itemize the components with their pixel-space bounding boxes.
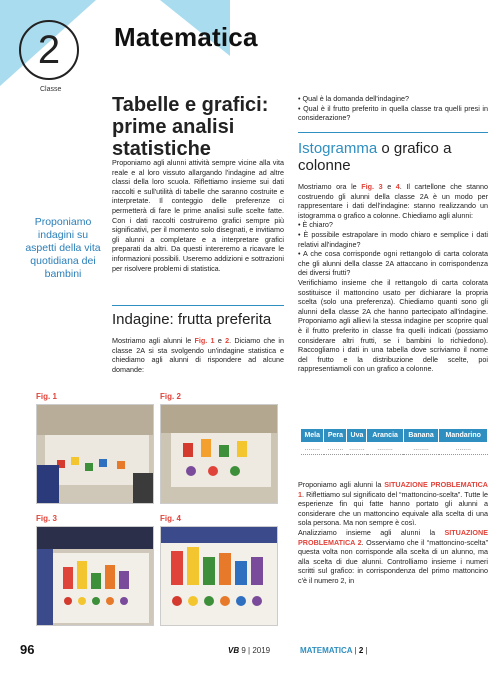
photo-fig-1 bbox=[36, 404, 154, 504]
table-header-mandarino: Mandarino bbox=[439, 429, 488, 443]
classroom-photo-1 bbox=[37, 405, 154, 504]
table-cell: ........ bbox=[301, 443, 324, 455]
istogramma-paragraph-2: Verifichiamo insieme che il rettangolo di carta colorata sostituisce il mattoncino usato per dichiarare la propria scelta (solo una preferenza). Chiediamo quanti sono gli alunni della classe 2A che hanno partecipato all'indagine. Proponiamo agli allievi la stessa indagine per scoprire qual è il frutto preferito in classe fra quelli indicati (possiamo considerare altri frutti, se i bambini lo richiedono). Raccogliamo i dati in una tabella dove scriviamo il nome del frutto e la distribuzione delle scelte, poi rappresentiamoli con un grafico a colonne. bbox=[298, 277, 488, 374]
table-header-arancia: Arancia bbox=[367, 429, 403, 443]
table-cell: ........ bbox=[403, 443, 439, 455]
section-divider bbox=[112, 305, 284, 306]
class-label: Classe bbox=[40, 86, 62, 93]
table-header-pera: Pera bbox=[324, 429, 347, 443]
section-title-istogramma: Istogramma o grafico a colonne bbox=[298, 140, 452, 174]
classroom-photo-3 bbox=[37, 527, 154, 626]
table-cell: ........ bbox=[324, 443, 347, 455]
footer-section: MATEMATICA | 2 | bbox=[300, 646, 368, 655]
photo-fig-4 bbox=[160, 526, 278, 626]
question-item: • Qual è il frutto preferito in quella classe tra quelli presi in considerazione? bbox=[298, 103, 488, 123]
questions-list bbox=[298, 94, 488, 123]
issue-info bbox=[228, 646, 270, 655]
table-header-mela: Mela bbox=[301, 429, 324, 443]
table-cell: ........ bbox=[347, 443, 367, 455]
photo-fig-3 bbox=[36, 526, 154, 626]
fig-label-2: Fig. 2 bbox=[160, 392, 181, 401]
fig-ref-1[interactable]: Fig. 1 bbox=[194, 336, 215, 345]
side-quote: Proponiamo indagini su aspetti della vita quotidiana dei bambini bbox=[25, 216, 101, 280]
table-cell: ........ bbox=[439, 443, 488, 455]
fig-ref-3[interactable]: Fig. 3 bbox=[361, 182, 383, 191]
situazione-2-link[interactable]: SITUAZIONE PROBLEMATICA 2 bbox=[298, 527, 488, 547]
fig-label-1: Fig. 1 bbox=[36, 392, 57, 401]
istogramma-paragraph: Mostriamo ora le Fig. 3 e 4. Il cartellone che stanno costruendo gli alunni della classe 2A è un modo per rappresentare i dati dell'indagine: stanno realizzando un istogramma o grafico a colonne. Chiediamo agli alunni: • È chiaro? • È possibile estrapolare in modo chiaro e semplice i dati relativi all'indagine? • A che cosa corrisponde ogni rettangolo di carta colorata che gli alunni della classe 2A attaccano in corrispondenza dei diversi frutti? Verifichiamo insieme che il rettangolo di carta colorata sostituisce il mattoncino usato per dichiarare la propria scelta (solo una preferenza). Chiediamo quanti sono gli alunni della classe 2A che hanno partecipato all'indagine. Proponiamo agli allievi la stessa indagine per scoprire qual è il frutto preferito in classe fra quelli indicati (possiamo considerare altri frutti, se i bambini lo richiedono). Raccogliamo i dati in una tabella dove scriviamo il nome del frutto e la distribuzione delle scelte, poi rappresentiamoli con un grafico a colonne. bbox=[298, 182, 488, 374]
table-cell: ........ bbox=[367, 443, 403, 455]
page-title: Matematica bbox=[114, 22, 258, 52]
bullet-item: • È chiaro? bbox=[298, 220, 333, 230]
classroom-photo-2 bbox=[161, 405, 278, 504]
class-number-badge bbox=[19, 20, 79, 80]
situazione-1-link[interactable]: SITUAZIONE PROBLEMATICA 1 bbox=[298, 480, 488, 499]
section-divider bbox=[298, 132, 488, 133]
magazine-logo: VB bbox=[228, 646, 240, 655]
table-header-banana: Banana bbox=[403, 429, 439, 443]
fig-label-4: Fig. 4 bbox=[160, 514, 181, 523]
section-title-indagine: Indagine: frutta preferita bbox=[112, 311, 272, 328]
intro-paragraph: Proponiamo agli alunni attività sempre vicine alla vita reale e al loro vissuto allargando l'indagine ad altre classi della loro scuola. Riflettiamo insieme sui dati raccolti e sull'utilità di tabelle che saranno costruite e interpretate. Il conteggio delle preferenze ci permetterà di fare le prime analisi sulle scelte fatte. Con i dati raccolti costruiremo grafici sempre più significativi, per il momento solo disegnati, e invitiamo gli alunni a completare e a interpretare grafici preparati da altri. Da questi intereremo a ricavare le informazioni possibili. Useremo addizioni e sottrazioni per risolvere problemi di statistica. bbox=[112, 158, 284, 273]
fig-ref-4[interactable]: 4 bbox=[395, 182, 400, 191]
question-item: • Qual è la domanda dell'indagine? bbox=[298, 94, 409, 103]
bullet-item: • È possibile estrapolare in modo chiaro e semplice i dati relativi all'indagine? bbox=[298, 229, 488, 249]
section-title-tabelle: Tabelle e grafici: prime analisi statistiche bbox=[112, 94, 269, 160]
fig-ref-2[interactable]: 2 bbox=[225, 336, 230, 345]
classroom-photo-4 bbox=[161, 527, 278, 626]
class-number: 2 bbox=[37, 27, 61, 72]
issue-date: 9 | 2019 bbox=[241, 646, 271, 655]
fruit-table bbox=[300, 428, 488, 455]
table-header-uva: Uva bbox=[347, 429, 367, 443]
fig-label-3: Fig. 3 bbox=[36, 514, 57, 523]
photo-fig-2 bbox=[160, 404, 278, 504]
indagine-paragraph: Mostriamo agli alunni le Fig. 1 e 2. Diciamo che in classe 2A si sta svolgendo un'indagine statistica e chiediamo agli alunni di rispondere ad alcune domande: bbox=[112, 336, 284, 374]
table-row bbox=[301, 443, 488, 455]
situazione-paragraph: Proponiamo agli alunni la SITUAZIONE PROBLEMATICA 1. Riflettiamo sul significato del “mattoncino-scelta”. Tutte le esperienze fin qui fatte hanno portato gli alunni a considerare che un mattoncino equivale alla scelta di una sola persona. Ma non sempre è così. Analizziamo insieme agli alunni la SITUAZIONE PROBLEMATICA 2. Osserviamo che il “mattoncino-scelta” questa volta non corrisponde alla scelta di un alunno, ma alla scelta di due alunni. Controlliamo insieme i numeri scritti sul grafico: in corrispondenza del primo mattoncino c'è il numero 2, in bbox=[298, 480, 488, 585]
page-number: 96 bbox=[20, 642, 35, 657]
bullet-item: • A che cosa corrisponde ogni rettangolo di carta colorata che gli alunni della classe 2A attaccano in corrispondenza dei diversi frutti? bbox=[298, 249, 488, 278]
